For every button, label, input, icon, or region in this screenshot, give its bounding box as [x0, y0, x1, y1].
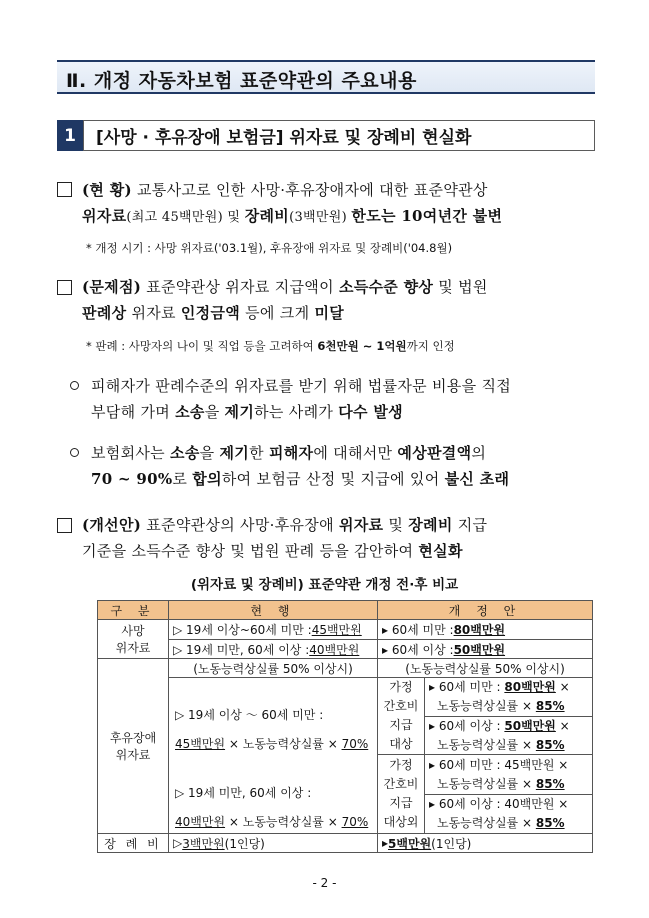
problem-text: 표준약관상 위자료 지급액이	[146, 278, 339, 296]
cell-text: × 노동능력상실률 ×	[225, 815, 342, 829]
cell-text: ▸ 60세 미만 :	[382, 623, 454, 637]
cell-line	[429, 736, 565, 755]
death-revised-2	[377, 639, 593, 659]
label-text: 가정	[389, 758, 413, 772]
bullet-2-line-1	[91, 442, 486, 463]
label-text: 위자료	[115, 641, 151, 655]
section-title: [사망 · 후유장애 보험금] 위자료 및 장례비 현실화	[96, 128, 472, 148]
bullet-emph: 소송	[170, 444, 200, 462]
cell-text: × 노동능력상실률 ×	[225, 737, 342, 751]
cell-line	[429, 775, 565, 794]
bullet-text: 의	[471, 444, 487, 462]
problem-emph: 판례상	[82, 304, 127, 322]
status-line-2	[82, 205, 502, 226]
label-text: 지급	[389, 718, 413, 732]
section-number: 1	[57, 120, 83, 151]
cell-amount: 45백만원	[311, 623, 362, 637]
label-text: 지급	[389, 796, 413, 810]
improvement-line-2	[82, 540, 463, 561]
group1-over60	[424, 716, 593, 755]
table-header-category: 구 분	[97, 600, 169, 620]
problem-text: 위자료	[126, 304, 181, 322]
status-label: (현 황)	[82, 181, 132, 199]
cell-text: 노동능력상실률 ×	[437, 737, 536, 752]
group2-over60	[424, 794, 593, 834]
problem-text: 및 법원	[433, 278, 488, 296]
label-text: 대상	[389, 737, 413, 751]
cell-text: 노동능력상실률 ×	[437, 816, 536, 830]
bullet-text: 한	[249, 444, 269, 462]
improvement-text: 기준을 소득수준 향상 및 법원 판례 등을 감안하여	[82, 542, 419, 560]
cell-text: ▷ 19세 이상~60세 미만 :	[173, 623, 312, 637]
improvement-text: 지급	[452, 516, 488, 534]
bullet-emph: 70 ~ 90%	[91, 470, 173, 488]
improvement-emph: 위자료	[338, 516, 384, 534]
cell-amount: 50백만원	[453, 642, 506, 657]
table-header-revised: 개 정 안	[377, 600, 593, 620]
cell-text: ▸	[382, 836, 389, 850]
checkbox-icon	[57, 280, 72, 295]
cell-amount: 5백만원	[388, 836, 432, 851]
group2-under60	[424, 754, 593, 795]
bullet-text: 을	[199, 444, 220, 462]
cell-amount: 85%	[535, 737, 565, 752]
death-current-1	[168, 619, 378, 640]
group-label-care-eligible	[377, 677, 425, 755]
cell-amount: 40백만원	[309, 642, 360, 657]
bullet-text: 부담해 가며	[91, 403, 176, 421]
bullet-emph: 다수 발생	[338, 403, 403, 421]
problem-line-1	[82, 276, 488, 297]
improvement-text: 및	[383, 516, 409, 534]
cell-amount: 85%	[535, 816, 565, 830]
problem-emph: 미달	[314, 304, 345, 322]
label-text: 후유장애	[109, 731, 157, 745]
disability-current-head: (노동능력상실률 50% 이상시)	[168, 658, 378, 678]
cell-amount: 40백만원	[175, 815, 226, 829]
bullet-2-line-2	[91, 468, 509, 489]
row-label-funeral: 장 례 비	[97, 833, 169, 853]
cell-text: ▷	[173, 836, 183, 850]
cell-text: (1인당)	[224, 836, 265, 851]
disability-current-body	[168, 677, 378, 834]
cell-amount: 70%	[341, 815, 369, 829]
bullet-emph: 소송	[175, 403, 205, 421]
disability-current-a1: ▷ 19세 이상 ～ 60세 미만 :	[175, 708, 324, 722]
bullet-text: 에 대해서만	[313, 444, 398, 462]
cell-line: ▸ 60세 이상 : 40백만원 ×	[429, 797, 569, 811]
bullet-text: 로	[172, 470, 193, 488]
status-note: * 개정 시기 : 사망 위자료('03.1월), 후유장애 위자료 및 장례비('04.8월)	[86, 241, 453, 255]
cell-amount: 45백만원	[175, 737, 226, 751]
status-text-1: 교통사고로 인한 사망·후유장애자에 대한 표준약관상	[136, 181, 488, 199]
death-revised-1	[377, 619, 593, 640]
bullet-text: 하는 사례가	[254, 403, 339, 421]
checkbox-icon	[57, 518, 72, 533]
page-heading: Ⅱ. 개정 자동차보험 표준약관의 주요내용	[66, 70, 417, 92]
improvement-emph: 현실화	[418, 542, 463, 560]
note-text: 까지 인정	[406, 339, 455, 353]
improvement-text: 표준약관상의 사망·후유장애	[146, 516, 339, 534]
cell-amount: 3백만원	[182, 836, 225, 851]
cell-amount: 80백만원	[453, 623, 506, 637]
cell-text: 노동능력상실률 ×	[437, 699, 536, 713]
disability-current-b2	[175, 813, 368, 830]
page-number: - 2 -	[312, 876, 337, 890]
funeral-current	[168, 833, 378, 853]
group-label-care-ineligible	[377, 754, 425, 834]
funeral-revised	[377, 833, 593, 853]
bullet-emph: 제기	[219, 444, 250, 462]
status-text-2e: 한도는 10여년간 불변	[351, 207, 503, 225]
label-text: 가정	[389, 680, 413, 694]
disability-revised-head: (노동능력상실률 50% 이상시)	[377, 658, 593, 678]
row-label-death	[97, 619, 169, 659]
cell-line	[429, 678, 570, 697]
note-emph: 6천만원 ~ 1억원	[317, 339, 407, 353]
cell-text: ▷ 19세 미만, 60세 이상 :	[173, 642, 310, 657]
status-text-2a: 위자료	[82, 207, 127, 225]
cell-amount: 50백만원	[504, 718, 556, 733]
problem-text: 등에 크게	[240, 304, 315, 322]
cell-line	[429, 697, 565, 716]
improvement-label: (개선안)	[82, 516, 142, 534]
disability-current-b1: ▷ 19세 미만, 60세 이상 :	[175, 786, 312, 800]
cell-text: ▸ 60세 이상 :	[429, 718, 505, 733]
row-label-disability	[97, 658, 169, 834]
label-text: 간호비	[383, 699, 419, 713]
bullet-text: 보험회사는	[91, 444, 171, 462]
cell-amount: 85%	[535, 776, 565, 791]
group1-under60	[424, 677, 593, 717]
cell-text: 노동능력상실률 ×	[437, 776, 536, 791]
table-caption: (위자료 및 장례비) 표준약관 개정 전·후 비교	[190, 577, 459, 593]
cell-text: (1인당)	[431, 836, 472, 851]
bullet-text: 을	[204, 403, 225, 421]
cell-amount: 70%	[341, 737, 369, 751]
cell-text: ▸ 60세 이상 :	[382, 642, 454, 657]
death-current-2	[168, 639, 378, 659]
bullet-1-line-2	[91, 401, 403, 422]
label-text: 간호비	[383, 777, 419, 791]
problem-emph: 인정금액	[180, 304, 241, 322]
status-text-2d: (3백만원)	[289, 210, 352, 225]
cell-amount: 85%	[535, 699, 565, 713]
label-text: 대상외	[383, 815, 419, 829]
cell-line	[429, 717, 570, 736]
label-text: 사망	[121, 624, 145, 638]
cell-line	[429, 814, 565, 833]
cell-line: ▸ 60세 미만 : 45백만원 ×	[429, 757, 569, 772]
cell-text: ×	[555, 718, 570, 733]
table-header-current: 현 행	[168, 600, 378, 620]
cell-text: ×	[555, 680, 570, 694]
improvement-emph: 장례비	[408, 516, 453, 534]
improvement-line-1	[82, 514, 487, 535]
bullet-emph: 합의	[192, 470, 222, 488]
cell-amount: 80백만원	[504, 680, 556, 694]
problem-line-2	[82, 302, 344, 323]
note-text: * 판례 : 사망자의 나이 및 직업 등을 고려하여	[86, 339, 318, 353]
bullet-circle-icon	[70, 381, 79, 390]
bullet-emph: 예상판결액	[397, 444, 472, 462]
bullet-emph: 제기	[224, 403, 255, 421]
bullet-1-line-1: 피해자가 판례수준의 위자료를 받기 위해 법률자문 비용을 직접	[91, 377, 512, 395]
bullet-text: 하여 보험금 산정 및 지급에 있어	[221, 470, 445, 488]
disability-current-a2	[175, 735, 368, 752]
status-line-1	[82, 179, 488, 200]
status-text-2b: (최고 45백만원) 및	[126, 210, 245, 225]
bullet-circle-icon	[70, 448, 79, 457]
bullet-emph: 피해자	[268, 444, 314, 462]
problem-note	[86, 338, 455, 354]
problem-label: (문제점)	[82, 278, 142, 296]
cell-text: ▸ 60세 미만 :	[429, 680, 505, 694]
label-text: 위자료	[115, 748, 151, 762]
checkbox-icon	[57, 182, 72, 197]
bullet-emph: 불신 초래	[444, 470, 510, 488]
status-text-2c: 장례비	[244, 207, 290, 225]
problem-emph: 소득수준 향상	[338, 278, 434, 296]
